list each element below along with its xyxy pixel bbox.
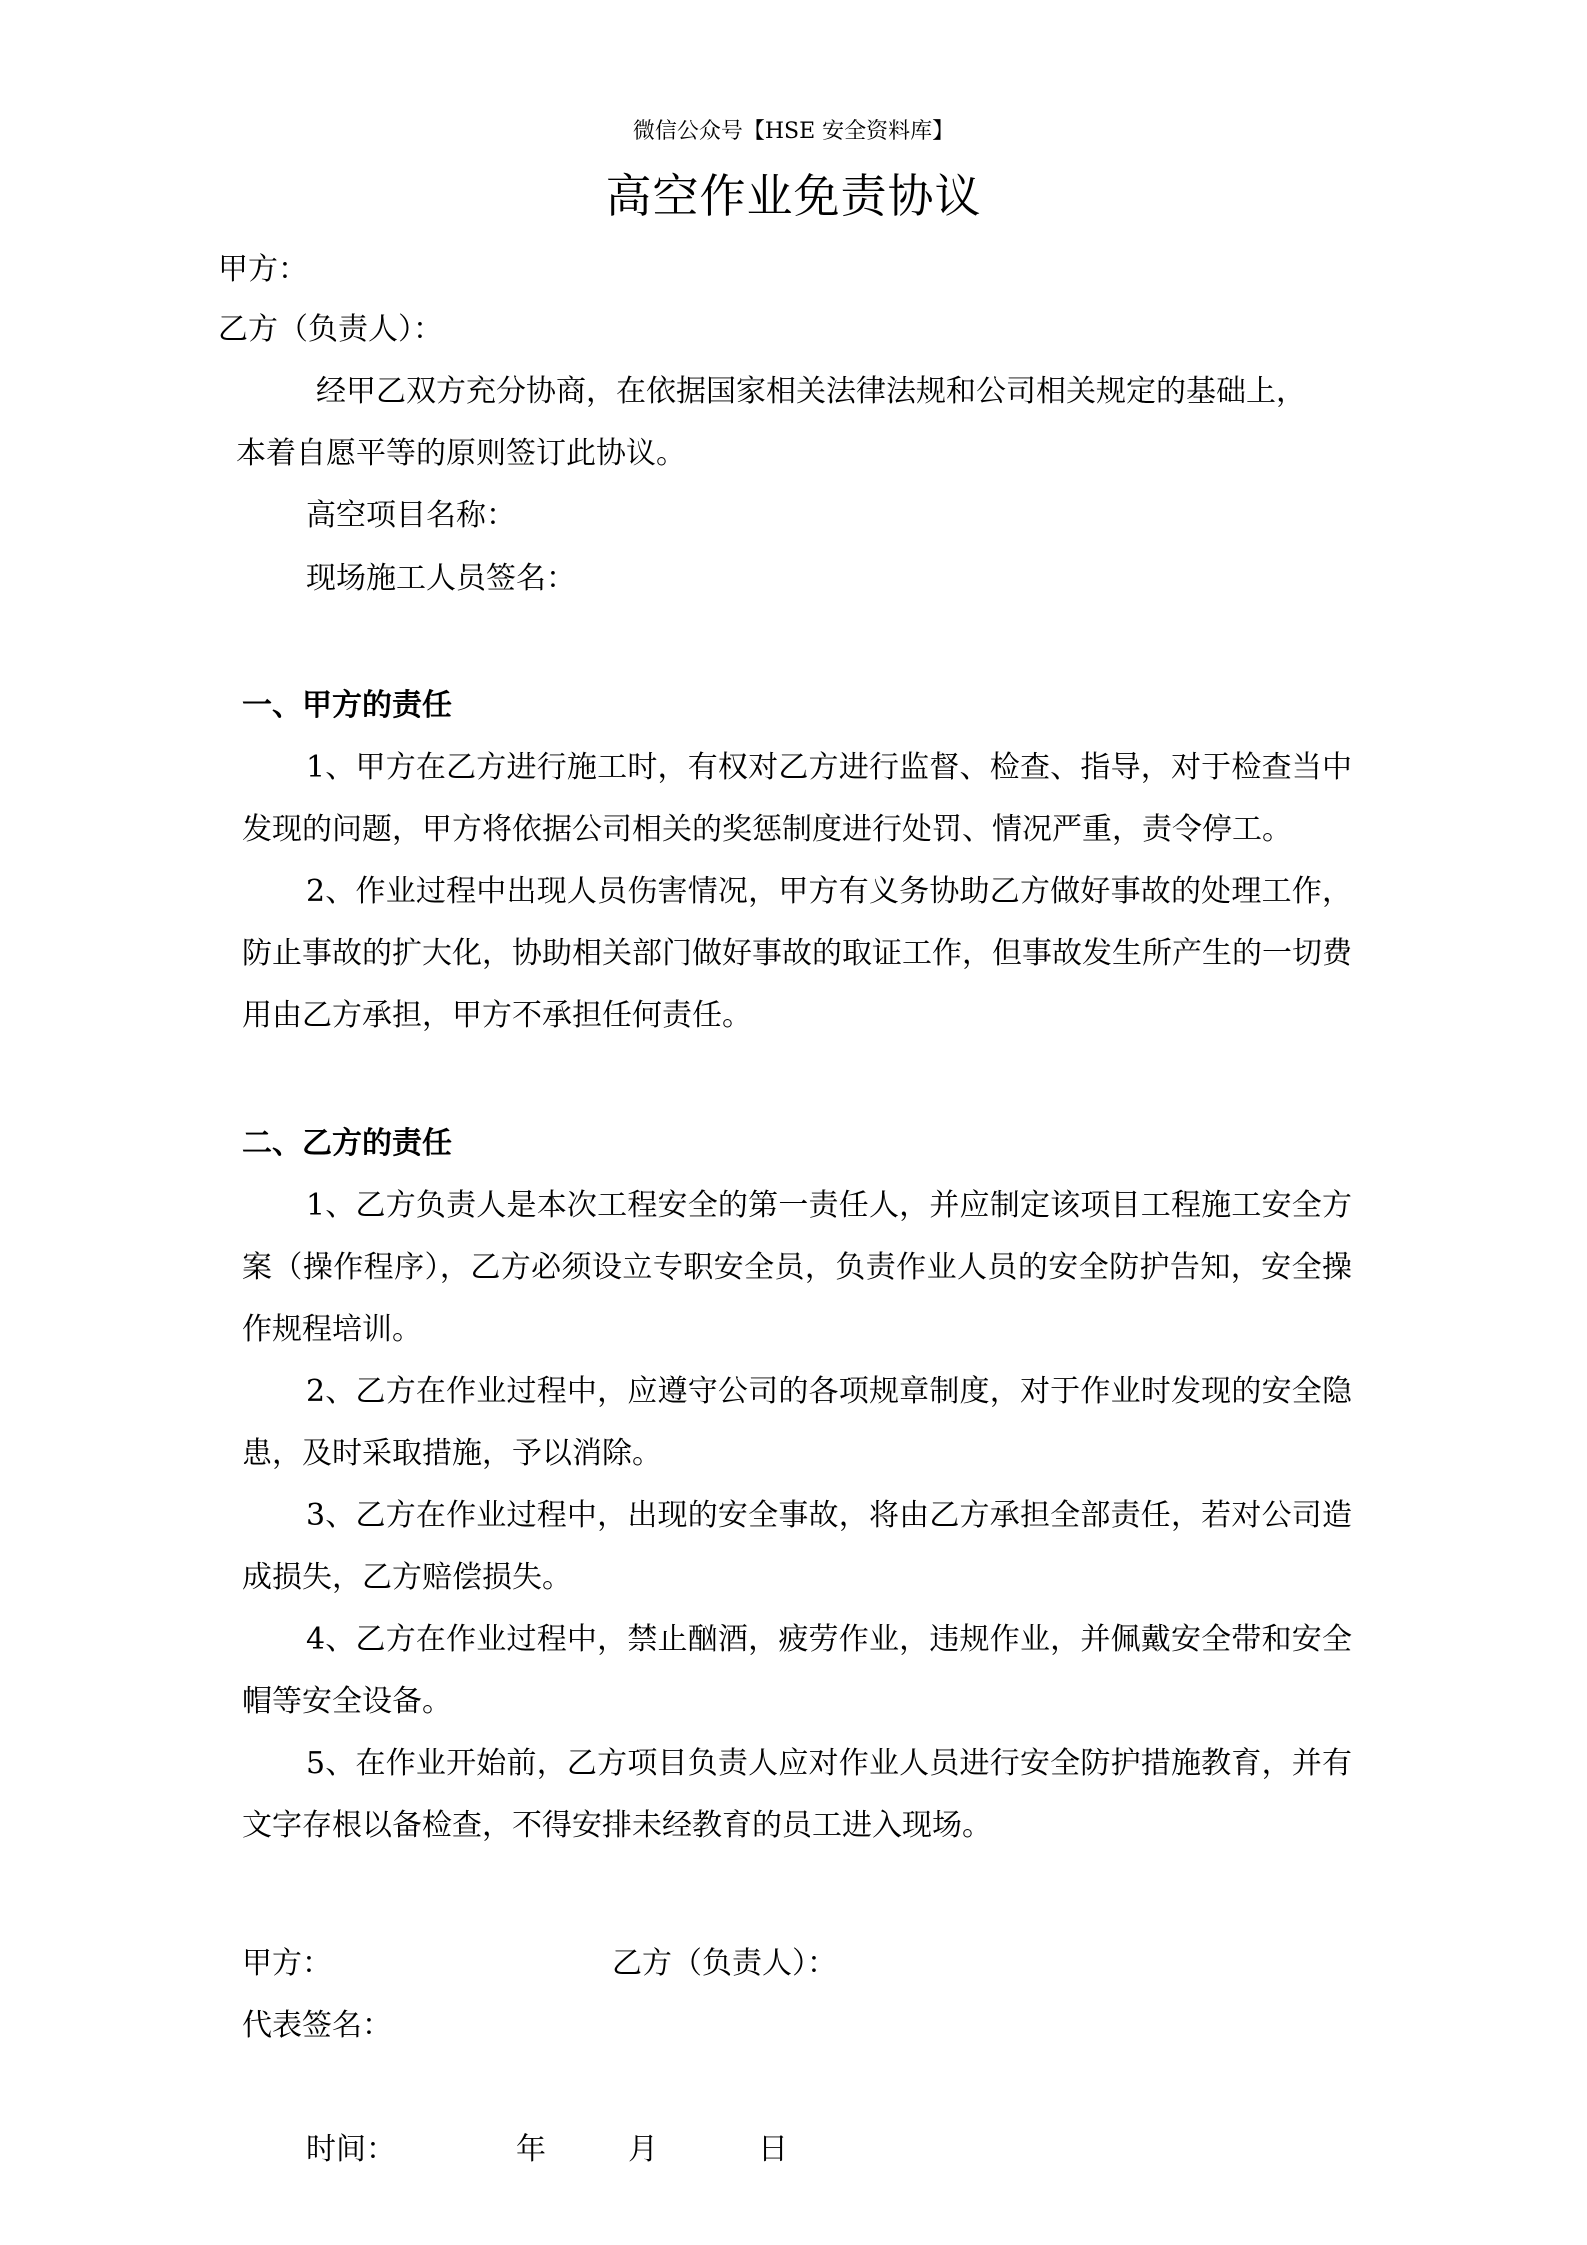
section2-item: 1、乙方负责人是本次工程安全的第一责任人，并应制定该项目工程施工安全方案（操作程序），乙方必须设立专职安全员，负责作业人员的安全防护告知，安全操作规程培训。 <box>242 1188 1352 1347</box>
time-label: 时间： <box>306 2132 396 2167</box>
party-a-label: 甲方： <box>218 252 308 287</box>
section2-item: 2、乙方在作业过程中，应遵守公司的各项规章制度，对于作业时发现的安全隐患，及时采取措施，予以消除。 <box>242 1374 1352 1471</box>
day-label: 日 <box>758 2132 788 2167</box>
onsite-signature-label: 现场施工人员签名： <box>306 561 576 596</box>
signature-party-a: 甲方： <box>242 1946 332 1981</box>
section1-item: 2、作业过程中出现人员伤害情况，甲方有义务协助乙方做好事故的处理工作，防止事故的扩大化，协助相关部门做好事故的取证工作，但事故发生所产生的一切费用由乙方承担，甲方不承担任何责任。 <box>242 874 1352 1033</box>
header-note: 微信公众号【HSE 安全资料库】 <box>632 119 955 144</box>
document-title: 高空作业免责协议 <box>605 169 982 223</box>
section1-item: 1、甲方在乙方进行施工时，有权对乙方进行监督、检查、指导，对于检查当中发现的问题，甲方将依据公司相关的奖惩制度进行处罚、情况严重，责令停工。 <box>242 750 1352 847</box>
section1-heading: 一、甲方的责任 <box>242 688 452 723</box>
year-label: 年 <box>516 2132 546 2167</box>
section2-item: 4、乙方在作业过程中，禁止酗酒，疲劳作业，违规作业，并佩戴安全带和安全帽等安全设备。 <box>242 1622 1352 1719</box>
section2-heading: 二、乙方的责任 <box>242 1126 452 1161</box>
section2-item: 5、在作业开始前，乙方项目负责人应对作业人员进行安全防护措施教育，并有文字存根以备检查，不得安排未经教育的员工进入现场。 <box>242 1746 1352 1843</box>
representative-signature-label: 代表签名： <box>242 2008 392 2043</box>
month-label: 月 <box>628 2132 658 2167</box>
project-name-label: 高空项目名称： <box>306 498 516 533</box>
section1-body <box>242 737 1352 1047</box>
intro-line-1: 经甲乙双方充分协商，在依据国家相关法律法规和公司相关规定的基础上， <box>316 374 1306 409</box>
intro-line-2: 本着自愿平等的原则签订此协议。 <box>236 436 686 471</box>
signature-party-b: 乙方（负责人）： <box>612 1946 837 1981</box>
section2-body <box>242 1175 1352 1857</box>
section2-item: 3、乙方在作业过程中，出现的安全事故，将由乙方承担全部责任，若对公司造成损失，乙方赔偿损失。 <box>242 1498 1352 1595</box>
party-b-label: 乙方（负责人）： <box>218 312 443 347</box>
